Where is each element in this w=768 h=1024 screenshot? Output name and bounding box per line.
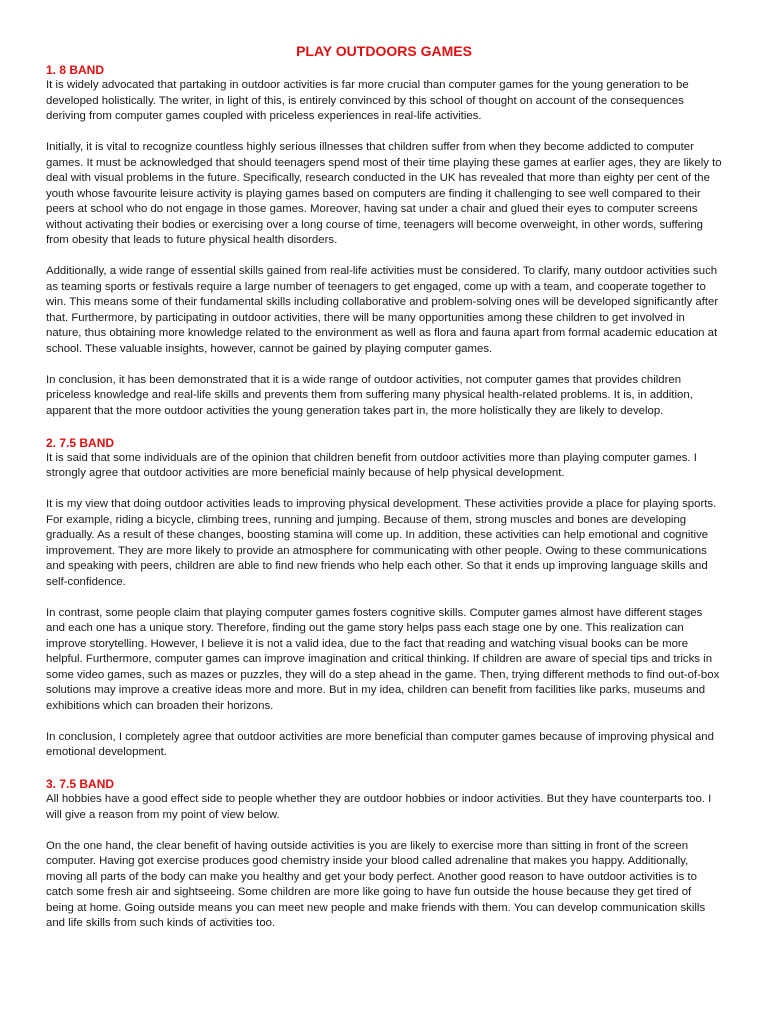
paragraph: It is said that some individuals are of the opinion that children benefit from outdoor activities more than playing computer games. I strongly agree that outdoor activities are more beneficial mainly because of help physical development. xyxy=(46,451,697,479)
paragraph: In conclusion, it has been demonstrated that it is a wide range of outdoor activities, not computer games that provides children priceless knowledge and real-life skills and prevents them from suffering many physical health-related problems. It is, in addition, apparent that the more outdoor activities the young generation takes part in, the more holistically they are likely to develop. xyxy=(46,373,693,417)
paragraph: It is my view that doing outdoor activities leads to improving physical development. These activities provide a place for playing sports. For example, riding a bicycle, climbing trees, running and jumping. Because of them, strong muscles and bones are developing gradually. As a result of these changes, boosting stamina will come up. In addition, these activities can help emotional and cognitive improvement. They are more likely to provide an atmosphere for communicating with other people. Owing to these communications and speaking with peers, children are able to find new friends who help each other. So that it ends up improving language skills and self-confidence. xyxy=(46,498,717,588)
section-heading: 3. 7.5 BAND xyxy=(46,777,115,791)
section-heading: 1. 8 BAND xyxy=(46,63,105,77)
paragraph: All hobbies have a good effect side to people whether they are outdoor hobbies or indoor activities. But they have counterparts too. I will give a reason from my point of view below. xyxy=(46,793,712,821)
section-1 xyxy=(46,62,722,419)
section-heading: 2. 7.5 BAND xyxy=(46,435,115,450)
paragraph: On the one hand, the clear benefit of having outside activities is you are likely to exercise more than sitting in front of the screen computer. Having got exercise produces good chemistry inside your blood called adrenaline that makes you happy. Additionally, moving all parts of the body can make you healthy and get your body perfect. Another good reason to have outdoor activities is to catch some fresh air and sightseeing. Some children are more like going to have fun outside the house because they get tired of being at home. Going outside means you can meet new people and make friends with them. You can develop communication skills and life skills from such kinds of activities too. xyxy=(46,839,706,929)
document-title: PLAY OUTDOORS GAMES xyxy=(296,43,472,59)
section-3 xyxy=(46,776,722,932)
paragraph: Additionally, a wide range of essential skills gained from real-life activities must be considered. To clarify, many outdoor activities such as teaming sports or festivals require a large number of teenagers to get engaged, come up with a team, and cooperate together to win. This means some of their fundamental skills including collaborative and problem-solving ones will be developed significantly after that. Furthermore, by participating in outdoor activities, there will be many opportunities among these children to get involved in nature, thus obtaining more knowledge related to the environment as well as flora and fauna apart from formal academic education at school. These valuable insights, however, cannot be gained by playing computer games. xyxy=(46,265,719,355)
paragraph: Initially, it is vital to recognize countless highly serious illnesses that children suffer from when they become addicted to computer games. It must be acknowledged that should teenagers spend most of their time playing these games at earlier ages, they are likely to deal with visual problems in the future. Specifically, research conducted in the UK has revealed that more than eighty per cent of the youth whose favourite leisure activity is playing games based on computers are finding it challenging to see well compared to their peers at school who do not engage in those games. Moreover, having sat under a chair and glued their eyes to computer screens without activating their bodies or exercising over a long course of time, teenagers will become overweight, in other words, suffering from obesity that leads to future physical health disorders. xyxy=(46,141,722,246)
section-2 xyxy=(46,435,722,761)
paragraph: In contrast, some people claim that playing computer games fosters cognitive skills. Computer games almost have different stages and each one has a unique story. Therefore, finding out the game story helps pass each stage one by one. This realization can improve storytelling. However, I believe it is not a valid idea, due to the fact that reading and watching visual books can be more helpful. Furthermore, computer games can improve imagination and critical thinking. If children are aware of special tips and tricks in some video games, such as mazes or puzzles, they will do a step ahead in the game. Then, trying different methods to find out-of-box solutions may improve a creative ideas more and more. But in my idea, children can benefit from facilities like parks, museums and exhibitions which can broaden their horizons. xyxy=(46,606,720,712)
paragraph: It is widely advocated that partaking in outdoor activities is far more crucial than computer games for the young generation to be developed holistically. The writer, in light of this, is entirely convinced by this school of thought on account of the consequences deriving from computer games coupled with priceless experiences in real-life activities. xyxy=(46,79,689,122)
paragraph: In conclusion, I completely agree that outdoor activities are more beneficial than computer games because of improving physical and emotional development. xyxy=(46,730,714,758)
